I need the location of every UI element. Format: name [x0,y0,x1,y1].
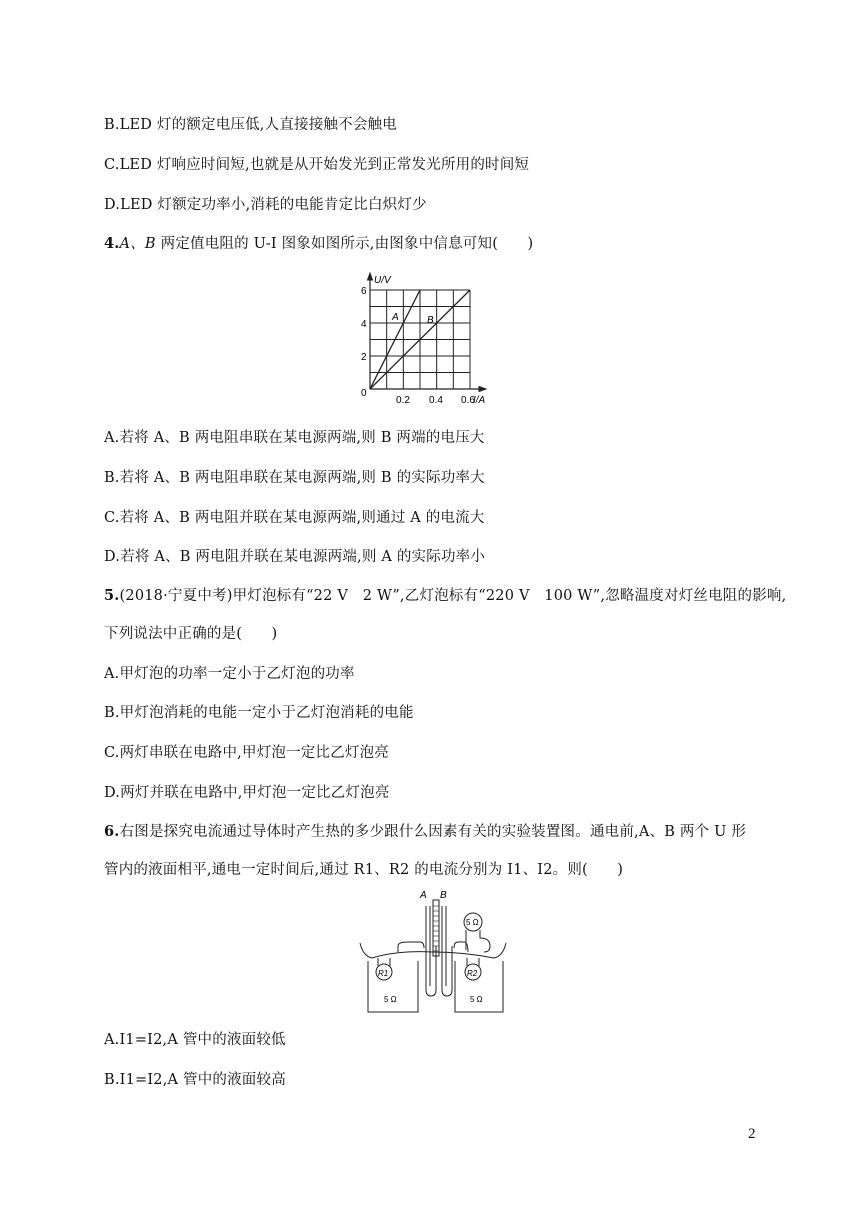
q5-stem-2: 下列说法中正确的是( ) [104,626,278,642]
q6-text: 右图是探究电流通过导体时产生热的多少跟什么因素有关的实验装置图。通电前,A、B 两个 U 形 [119,824,747,840]
x-tick-0.2: 0.2 [396,395,410,406]
q5-text: (2018·宁夏中考)甲灯泡标有“22 V 2 W”,乙灯泡标有“220 V 100 W”,忽略温度对灯丝电阻的影响, [119,588,787,604]
y-tick-4: 4 [361,319,367,330]
y-axis-label: U/V [374,275,391,286]
q5-option-c: C.两灯串联在电路中,甲灯泡一定比乙灯泡亮 [104,745,389,761]
tube-b-label: B [440,890,447,901]
u-tube-b [442,906,452,996]
line-b-label: B [427,315,434,326]
external-resistor-value: 5 Ω [466,918,479,927]
r2-value: 5 Ω [470,995,483,1004]
x-axis-label: I/A [473,395,486,406]
q5-option-b: B.甲灯泡消耗的电能一定小于乙灯泡消耗的电能 [104,705,414,721]
r1-value: 5 Ω [384,995,397,1004]
q4-option-b: B.若将 A、B 两电阻串联在某电源两端,则 B 的实际功率大 [104,470,485,486]
wire-right [494,943,506,958]
y-tick-6: 6 [361,286,367,297]
q4-option-a: A.若将 A、B 两电阻串联在某电源两端,则 B 两端的电压大 [104,430,485,446]
wire-external [466,930,490,952]
q6-stem-2: 管内的液面相平,通电一定时间后,通过 R1、R2 的电流分别为 I1、I2。则( ) [104,862,624,878]
q4-stem [104,232,533,253]
q6-option-b: B.I1=I2,A 管中的液面较高 [104,1072,286,1088]
beaker-left [368,961,418,1012]
page-number: 2 [748,1126,756,1142]
q6-stem [104,820,746,841]
line-a-label: A [392,312,399,323]
tube-a-label: A [420,890,427,901]
wire-left [360,943,372,958]
x-tick-0.4: 0.4 [429,395,443,406]
q5-number: 5. [104,587,120,604]
x-axis-arrow [479,387,486,392]
beaker-right [455,961,503,1012]
q4-option-c: C.若将 A、B 两电阻并联在某电源两端,则通过 A 的电流大 [104,510,485,526]
y-axis-arrow [368,273,373,280]
y-tick-2: 2 [361,352,367,363]
r2-label: R2 [467,969,478,978]
q3-option-c: C.LED 灯响应时间短,也就是从开始发光到正常发光所用的时间短 [104,157,530,173]
pipe-left [398,942,424,952]
r1-label: R1 [378,969,389,978]
q6-option-a: A.I1=I2,A 管中的液面较低 [104,1032,286,1048]
q4-ab: A、B [119,236,156,252]
ui-graph [355,268,505,410]
q4-option-d: D.若将 A、B 两电阻并联在某电源两端,则 A 的实际功率小 [104,549,486,565]
q5-stem [104,584,786,605]
origin-label: 0 [361,388,367,399]
q5-option-d: D.两灯并联在电路中,甲灯泡一定比乙灯泡亮 [104,785,390,801]
x-tick-0.6: 0.6 [461,395,475,406]
q4-text: 两定值电阻的 U-I 图象如图所示,由图象中信息可知( ) [160,236,534,252]
q4-number: 4. [104,235,120,252]
q5-option-a: A.甲灯泡的功率一定小于乙灯泡的功率 [104,666,355,682]
q3-option-b: B.LED 灯的额定电压低,人直接接触不会触电 [104,117,397,133]
q6-number: 6. [104,823,120,840]
q3-option-d: D.LED 灯额定功率小,消耗的电能肯定比白炽灯少 [104,197,427,213]
experiment-apparatus [358,886,508,1018]
